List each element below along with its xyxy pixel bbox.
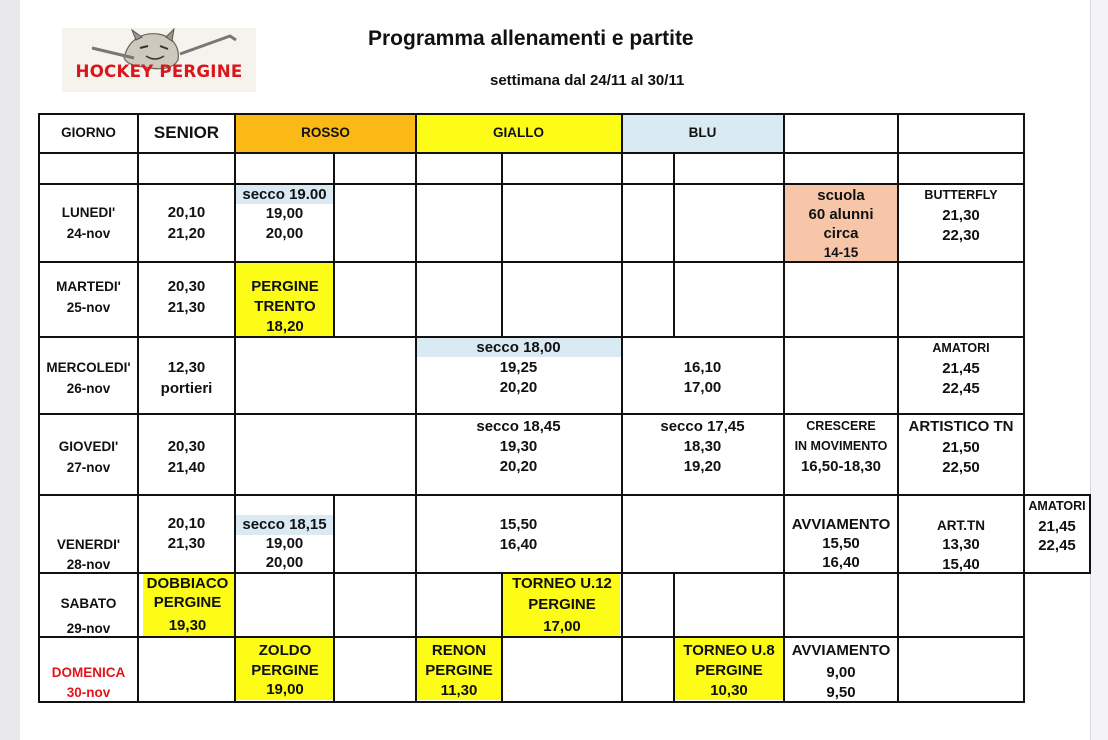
rosso-slot: 19,00 (266, 681, 304, 698)
day-date: 30-nov (66, 685, 111, 700)
extra2-slot: 22,45 (942, 380, 980, 397)
blu-slot: PERGINE (695, 662, 763, 679)
rosso-slot: 18,20 (266, 318, 304, 335)
header-senior: SENIOR (153, 123, 220, 142)
day-date: 24-nov (66, 226, 111, 241)
rosso-slot: PERGINE (251, 662, 319, 679)
day-name: SABATO (60, 596, 117, 611)
rosso-slot: secco 19.00 (242, 186, 327, 203)
extra2-slot: 22,30 (942, 227, 980, 244)
rosso-slot: PERGINE (251, 278, 319, 295)
day-name: LUNEDI' (61, 205, 116, 220)
extra2-slot: ARTISTICO TN (908, 418, 1014, 435)
giallo-slot: secco 18,45 (476, 418, 561, 435)
rosso-slot: 19,00 (265, 205, 304, 222)
senior-time: 21,40 (167, 459, 206, 476)
extra1-slot: 16,40 (822, 554, 860, 571)
day-name: VENERDI' (56, 537, 121, 552)
extra2-slot: AMATORI (932, 341, 990, 355)
extra1-slot: AVVIAMENTO (791, 642, 891, 659)
senior-time: 20,30 (167, 438, 206, 455)
rosso-slot: 19,30 (168, 617, 207, 634)
extra1-slot: 14-15 (823, 245, 859, 260)
day-name: MARTEDI' (56, 279, 121, 294)
header-giallo: GIALLO (493, 125, 544, 140)
extra2-slot: 21,50 (942, 439, 980, 456)
giallo-slot: 19,30 (499, 438, 538, 455)
blu-slot: 18,30 (683, 438, 722, 455)
header-rosso: ROSSO (301, 125, 350, 140)
giallo-slot: TORNEO U.12 (512, 575, 612, 592)
extra2-slot: 21,30 (942, 207, 980, 224)
giallo-slot: 20,20 (499, 379, 538, 396)
extra2-slot: 13,30 (942, 536, 980, 553)
page-title: Programma allenamenti e partite (368, 27, 694, 50)
hockey-pergine-logo (62, 28, 256, 92)
rosso-slot: PERGINE (153, 594, 222, 611)
extra1-slot: AVVIAMENTO (791, 516, 891, 533)
extra1-slot: CRESCERE (806, 419, 876, 433)
senior-time: 21,20 (167, 225, 206, 242)
day-date: 29-nov (66, 621, 111, 636)
giallo-slot: 20,20 (499, 458, 538, 475)
extra1-slot: 9,50 (826, 684, 856, 701)
day-name: DOMENICA (51, 665, 126, 680)
giallo-slot: 15,50 (499, 516, 538, 533)
wildcat-mascot-icon (62, 28, 256, 92)
day-name: MERCOLEDI' (46, 360, 131, 375)
rosso-slot: DOBBIACO (146, 575, 229, 592)
rosso-slot: TRENTO (254, 298, 316, 315)
giallo-slot: 17,00 (543, 618, 581, 635)
extra3-slot: 21,45 (1038, 518, 1076, 535)
extra1-slot: scuola (817, 187, 865, 204)
logo-text: HOCKEY PERGINE (75, 62, 243, 82)
senior-time: 12,30 (167, 359, 206, 376)
rosso-slot: 20,00 (265, 225, 304, 242)
page-edge (1090, 0, 1108, 740)
extra3-slot: AMATORI (1028, 499, 1086, 513)
header-giorno: GIORNO (61, 125, 116, 140)
blu-slot: TORNEO U.8 (683, 642, 775, 659)
blu-slot: 10,30 (710, 682, 748, 699)
blu-slot: 16,10 (683, 359, 722, 376)
giallo-slot: RENON (431, 642, 487, 659)
giallo-slot: PERGINE (528, 596, 596, 613)
giallo-slot: PERGINE (425, 662, 493, 679)
rosso-slot: 19,00 (265, 535, 304, 552)
giallo-slot: 11,30 (440, 682, 478, 699)
rosso-slot: ZOLDO (258, 642, 312, 659)
day-name: GIOVEDI' (58, 439, 119, 454)
day-date: 27-nov (66, 460, 111, 475)
giallo-slot: 16,40 (499, 536, 538, 553)
extra1-slot: circa (823, 225, 859, 242)
extra1-slot: 60 alunni (808, 206, 874, 223)
senior-time: 20,10 (167, 204, 206, 221)
blu-slot: 17,00 (683, 379, 722, 396)
extra1-slot: 15,50 (822, 535, 860, 552)
giallo-slot: secco 18,00 (476, 339, 561, 356)
day-date: 28-nov (66, 557, 111, 572)
header-blu: BLU (688, 125, 717, 140)
extra3-slot: 22,45 (1038, 537, 1076, 554)
day-date: 26-nov (66, 381, 111, 396)
week-subtitle: settimana dal 24/11 al 30/11 (490, 72, 685, 89)
extra2-slot: 15,40 (942, 556, 980, 573)
extra1-slot: IN MOVIMENTO (794, 439, 888, 453)
blu-slot: secco 17,45 (660, 418, 745, 435)
day-date: 25-nov (66, 300, 111, 315)
rosso-slot: 20,00 (265, 554, 304, 571)
rosso-slot: secco 18,15 (242, 516, 327, 533)
giallo-slot: 19,25 (499, 359, 538, 376)
senior-time: portieri (160, 380, 213, 397)
blu-slot: 19,20 (683, 458, 722, 475)
extra2-slot: ART.TN (937, 518, 985, 533)
extra2-slot: BUTTERFLY (924, 188, 998, 202)
senior-time: 20,10 (167, 515, 206, 532)
senior-time: 21,30 (167, 535, 206, 552)
extra2-slot: 22,50 (942, 459, 980, 476)
senior-time: 21,30 (167, 299, 206, 316)
extra2-slot: 21,45 (942, 360, 980, 377)
senior-time: 20,30 (167, 278, 206, 295)
extra1-slot: 16,50-18,30 (800, 458, 882, 475)
extra1-slot: 9,00 (826, 664, 856, 681)
